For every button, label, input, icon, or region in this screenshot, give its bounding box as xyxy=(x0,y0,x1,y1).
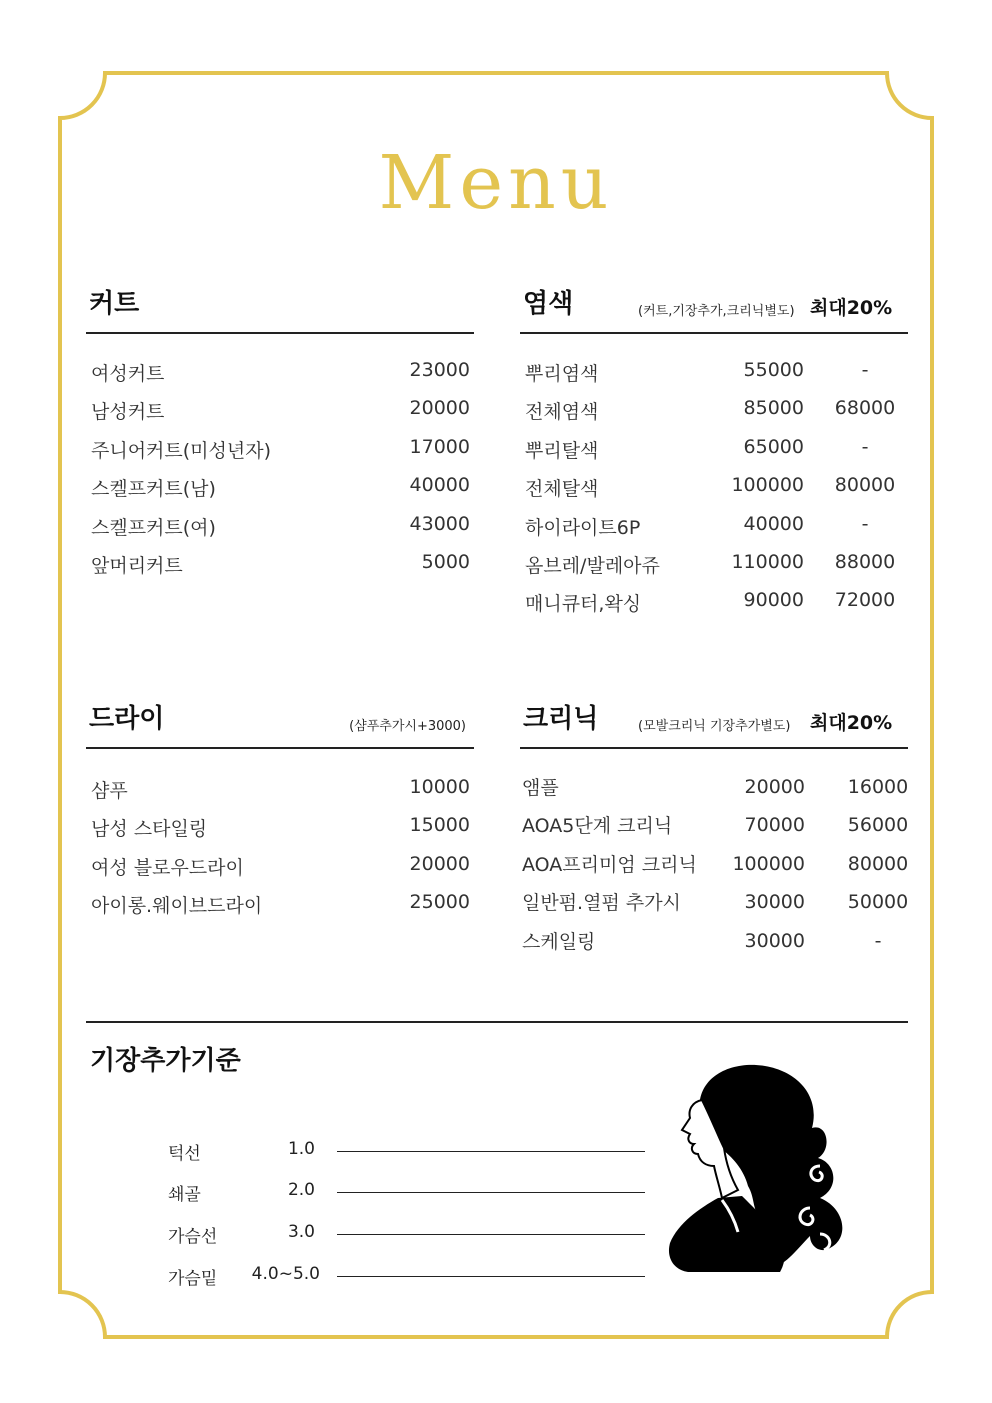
dry-list xyxy=(86,766,474,920)
item-name: 남성커트 xyxy=(91,401,165,424)
dry-item xyxy=(86,843,474,881)
item-name: 샴푸 xyxy=(91,780,128,802)
item-name: 일반펌.열펌 추가시 xyxy=(522,892,681,915)
color-note: (커트,기장추가,크리닉별도) xyxy=(638,304,795,319)
item-name: 앞머리커트 xyxy=(91,554,183,577)
item-name: 여성커트 xyxy=(91,363,165,385)
dry-section xyxy=(86,695,474,920)
length-title: 기장추가기준 xyxy=(90,1046,241,1076)
item-price: 23000 xyxy=(409,359,470,381)
clinic-item xyxy=(520,881,908,919)
length-value: 4.0~5.0 xyxy=(251,1264,320,1284)
cut-header xyxy=(86,280,474,334)
item-name: 남성 스타일링 xyxy=(91,818,208,841)
clinic-title: 크리닉 xyxy=(523,704,599,734)
cut-item xyxy=(86,426,474,464)
dry-item xyxy=(86,766,474,804)
length-name: 턱선 xyxy=(168,1144,201,1164)
length-line xyxy=(337,1192,645,1193)
item-price: 100000 xyxy=(732,852,805,875)
item-name: 뿌리염색 xyxy=(525,363,599,385)
clinic-item xyxy=(520,920,908,958)
item-name: 매니큐터,왁싱 xyxy=(525,593,642,616)
item-price: 110000 xyxy=(731,550,804,573)
item-discount-price: 16000 xyxy=(847,776,909,798)
item-discount-price: - xyxy=(874,929,882,952)
item-price: 20000 xyxy=(409,397,470,420)
length-item xyxy=(0,1180,700,1210)
item-discount-price: 80000 xyxy=(847,852,909,875)
menu-title: Menu xyxy=(378,140,614,226)
item-discount-price: - xyxy=(861,359,869,381)
color-header xyxy=(520,280,908,334)
cut-item xyxy=(86,349,474,387)
item-name: 여성 블로우드라이 xyxy=(91,856,244,879)
clinic-item xyxy=(520,843,908,881)
cut-item xyxy=(86,541,474,579)
item-price: 100000 xyxy=(731,474,804,497)
color-item xyxy=(520,349,908,387)
length-name: 가슴선 xyxy=(168,1227,218,1247)
item-price: 20000 xyxy=(744,776,805,798)
item-price: 5000 xyxy=(421,550,470,573)
item-price: 85000 xyxy=(743,397,804,420)
clinic-section xyxy=(520,695,908,958)
item-price: 55000 xyxy=(743,359,804,381)
cut-item xyxy=(86,503,474,541)
item-price: 65000 xyxy=(743,435,804,458)
color-item xyxy=(520,541,908,579)
color-item xyxy=(520,464,908,502)
item-name: 스켈프커트(남) xyxy=(91,478,216,501)
item-price: 20000 xyxy=(409,852,470,875)
item-price: 30000 xyxy=(744,891,805,914)
length-item xyxy=(0,1264,700,1294)
color-item xyxy=(520,387,908,425)
cut-item xyxy=(86,464,474,502)
item-price: 25000 xyxy=(409,891,470,914)
item-name: AOA프리미엄 크리닉 xyxy=(522,853,697,876)
item-name: AOA5단계 크리닉 xyxy=(522,815,673,838)
item-discount-price: 72000 xyxy=(834,589,896,612)
item-price: 40000 xyxy=(743,512,804,535)
clinic-note: (모발크리닉 기장추가별도) xyxy=(638,719,791,734)
length-value: 1.0 xyxy=(287,1139,315,1159)
item-name: 스켈프커트(여) xyxy=(91,516,216,539)
color-list xyxy=(520,349,908,618)
cut-item xyxy=(86,387,474,425)
item-discount-price: 80000 xyxy=(834,474,896,497)
item-price: 10000 xyxy=(409,776,470,798)
length-line xyxy=(337,1234,645,1235)
color-title: 염색 xyxy=(523,289,574,319)
cut-section xyxy=(86,280,474,579)
item-discount-price: 68000 xyxy=(834,397,896,420)
dry-title: 드라이 xyxy=(89,704,165,734)
length-line xyxy=(337,1151,645,1152)
color-item xyxy=(520,426,908,464)
item-name: 뿌리탈색 xyxy=(525,439,599,462)
section-divider xyxy=(86,1021,908,1023)
item-price: 70000 xyxy=(744,814,805,837)
clinic-item xyxy=(520,766,908,804)
length-value: 2.0 xyxy=(287,1180,315,1200)
color-max-discount: 최대20% xyxy=(810,297,893,319)
woman-silhouette-icon xyxy=(660,1058,860,1278)
cut-list xyxy=(86,349,474,579)
length-name: 쇄골 xyxy=(168,1185,201,1205)
item-discount-price: - xyxy=(861,512,869,535)
item-price: 17000 xyxy=(409,435,470,458)
item-name: 아이롱.웨이브드라이 xyxy=(91,895,263,918)
item-name: 옴브레/발레아쥬 xyxy=(525,554,660,577)
clinic-list xyxy=(520,766,908,958)
item-price: 90000 xyxy=(743,589,804,612)
item-price: 43000 xyxy=(409,512,470,535)
item-name: 전체염색 xyxy=(525,401,599,424)
dry-header xyxy=(86,695,474,749)
length-line xyxy=(337,1276,645,1277)
clinic-max-discount: 최대20% xyxy=(810,712,893,734)
length-value: 3.0 xyxy=(287,1222,315,1242)
item-discount-price: 88000 xyxy=(834,550,896,573)
cut-title: 커트 xyxy=(89,289,140,319)
item-name: 전체탈색 xyxy=(525,478,599,501)
item-discount-price: 50000 xyxy=(847,891,909,914)
item-name: 스케일링 xyxy=(522,930,596,953)
clinic-item xyxy=(520,804,908,842)
item-price: 15000 xyxy=(409,814,470,837)
color-item xyxy=(520,503,908,541)
length-item xyxy=(0,1139,700,1169)
item-price: 40000 xyxy=(409,474,470,497)
item-name: 주니어커트(미성년자) xyxy=(91,439,272,462)
color-item xyxy=(520,579,908,617)
dry-item xyxy=(86,881,474,919)
length-name: 가슴밑 xyxy=(168,1269,218,1289)
dry-note: (샴푸추가시+3000) xyxy=(349,719,466,734)
dry-item xyxy=(86,804,474,842)
color-section xyxy=(520,280,908,618)
item-discount-price: - xyxy=(861,435,869,458)
item-discount-price: 56000 xyxy=(847,814,909,837)
length-item xyxy=(0,1222,700,1252)
item-name: 하이라이트6P xyxy=(525,516,641,539)
clinic-header xyxy=(520,695,908,749)
item-price: 30000 xyxy=(744,929,805,952)
item-name: 앰플 xyxy=(522,777,559,799)
